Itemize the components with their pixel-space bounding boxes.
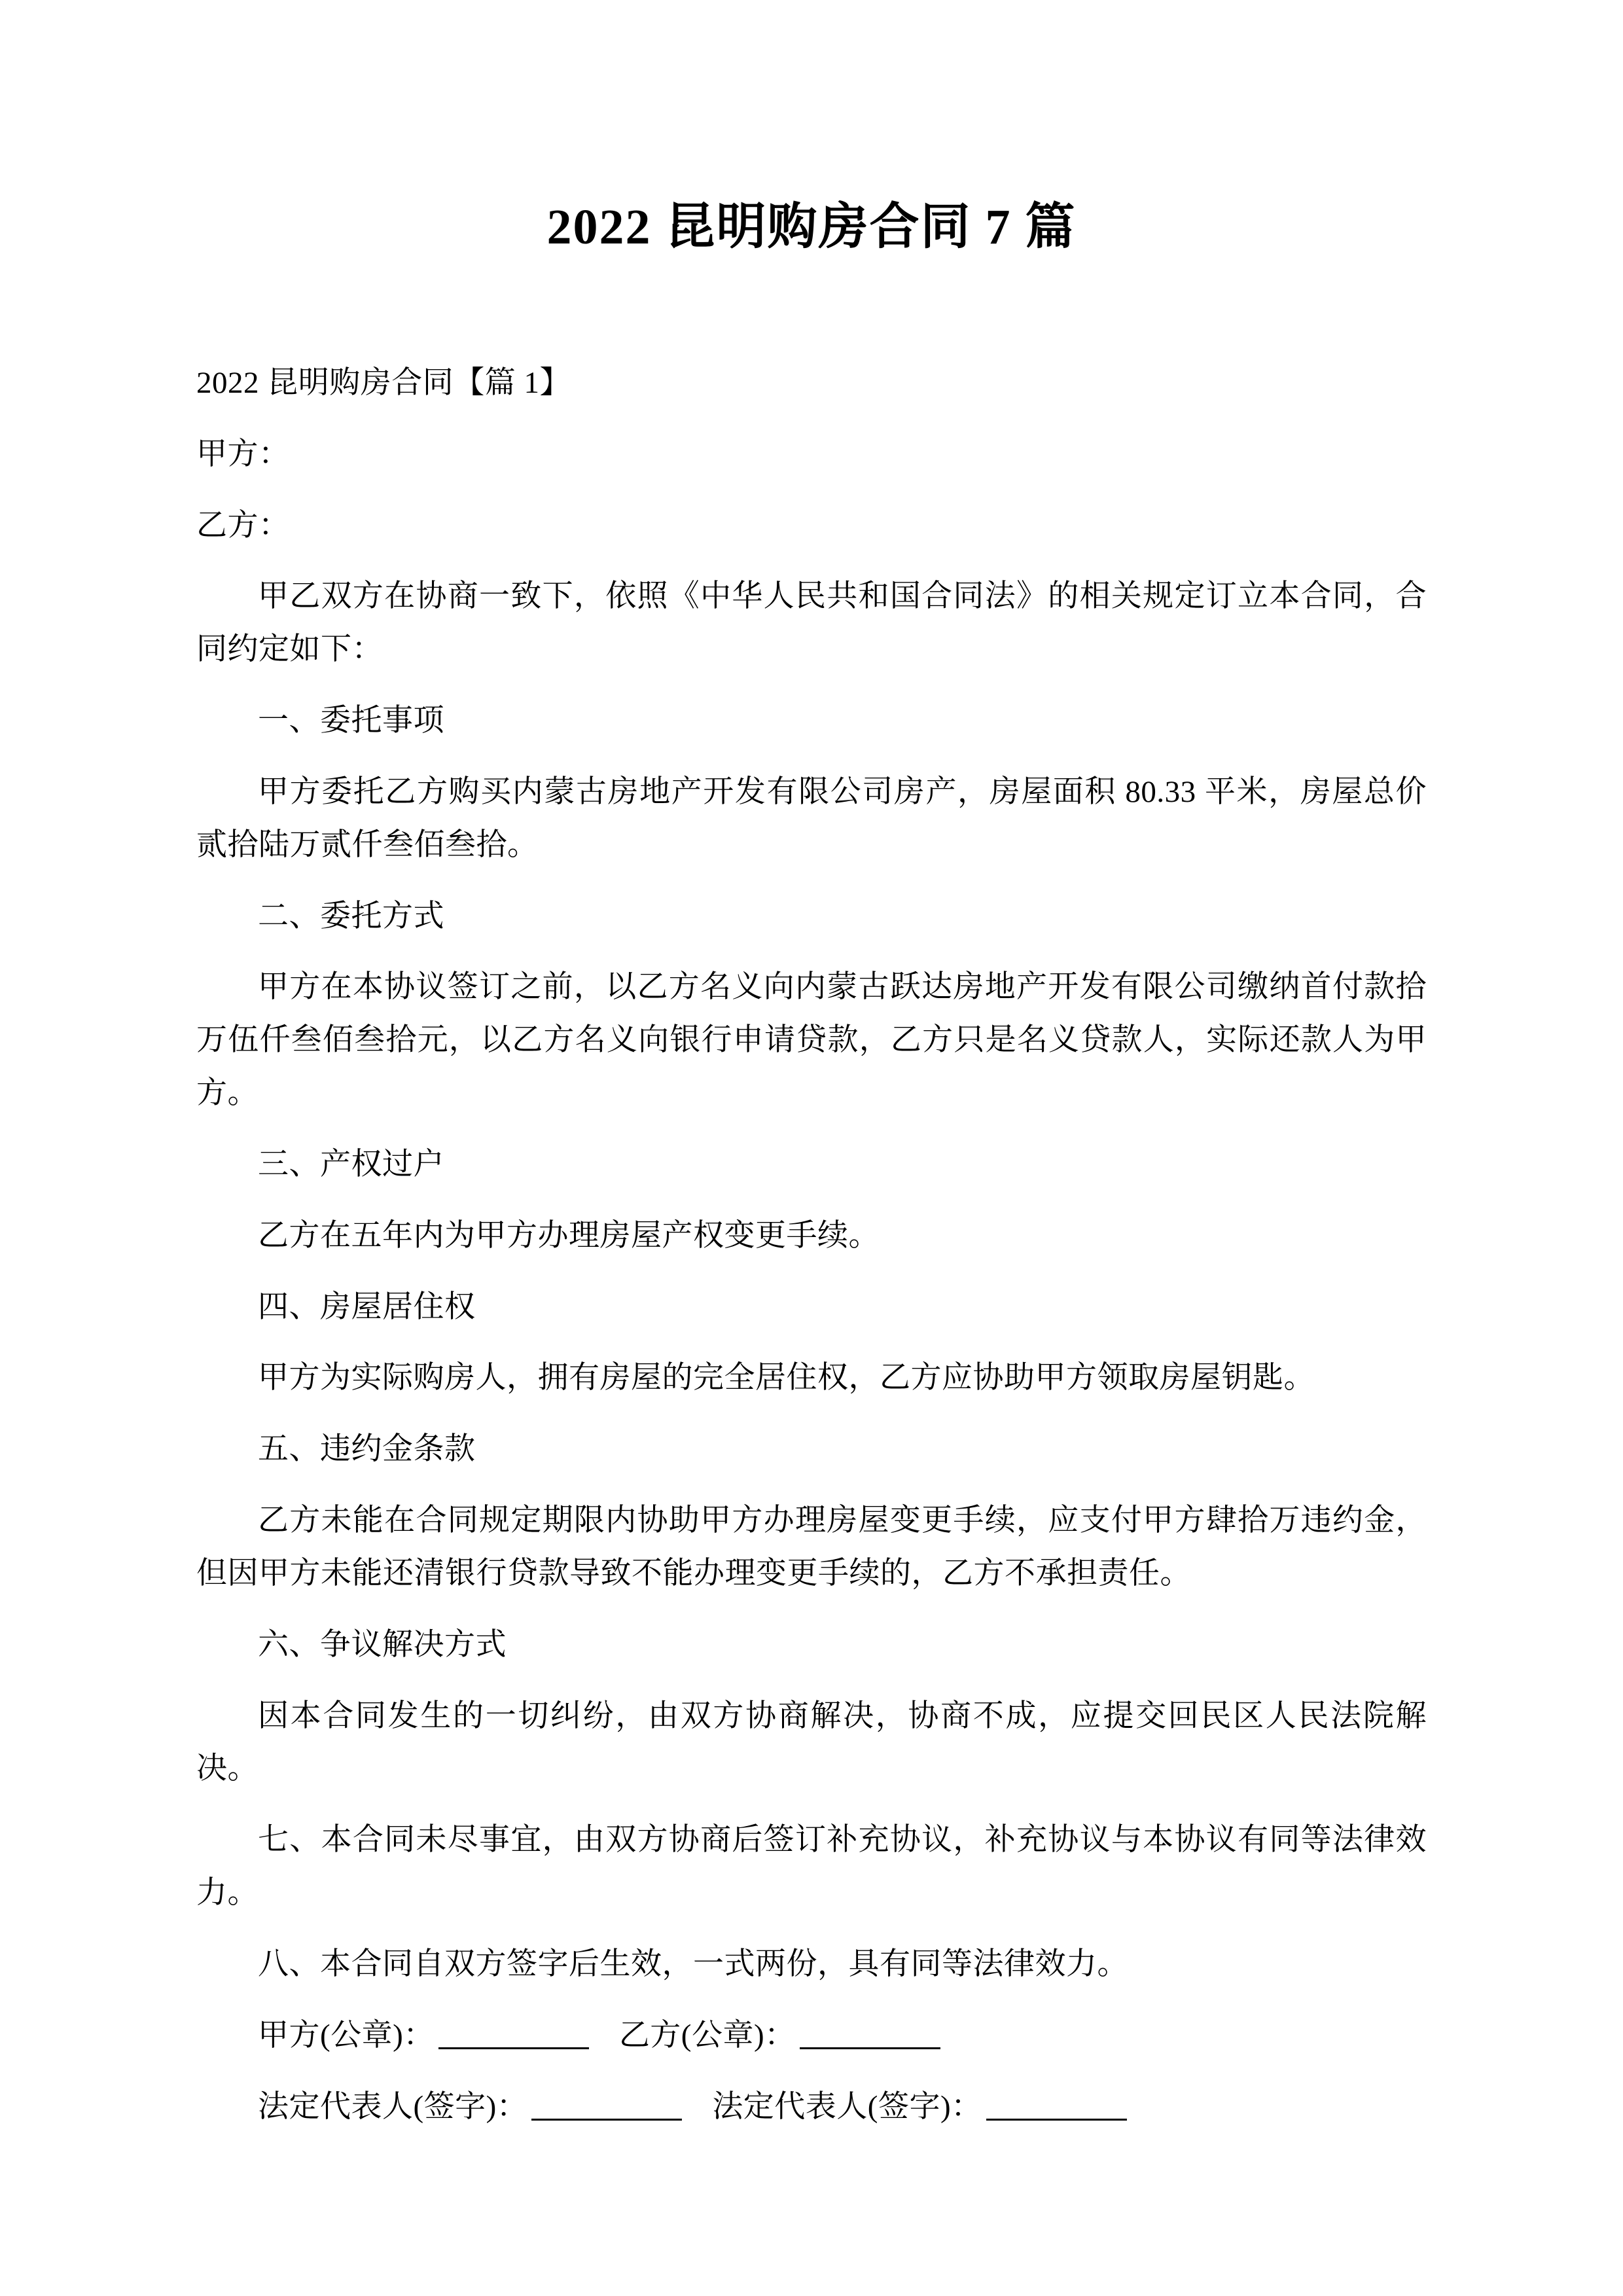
page-title: 2022 昆明购房合同 7 篇 [546,200,1077,255]
paragraph-section-3-body: 乙方在五年内为甲方办理房屋产权变更手续。 [258,1218,880,1253]
signature-blank-party-b-legal-rep[interactable] [986,2119,1127,2121]
document-body [0,357,1623,2133]
paragraph-section-1-heading: 一、委托事项 [258,704,444,738]
signature-row-seal [196,2009,1427,2062]
signature-blank-party-a-seal[interactable] [438,2047,589,2049]
signature-blank-party-a-legal-rep[interactable] [531,2119,682,2121]
paragraph-heading-piece-1: 2022 昆明购房合同【篇 1】 [196,366,571,400]
paragraph-section-1-body: 甲方委托乙方购买内蒙古房地产开发有限公司房产，房屋面积 80.33 平米，房屋总价贰拾陆万贰仟叁佰叁拾。 [196,774,1427,862]
signature-label-party-b-seal: 乙方(公章)： [618,2018,796,2053]
signature-row-legal-rep [196,2081,1427,2134]
paragraph-section-2-body: 甲方在本协议签订之前，以乙方名义向内蒙古跃达房地产开发有限公司缴纳首付款拾万伍仟叁佰叁拾元，以乙方名义向银行申请贷款，乙方只是名义贷款人，实际还款人为甲方。 [196,970,1427,1111]
paragraph-section-6-heading: 六、争议解决方式 [258,1627,507,1662]
signature-label-party-b-legal-rep: 法定代表人(签字)： [712,2089,982,2124]
paragraph-section-6-body: 因本合同发生的一切纠纷，由双方协商解决，协商不成，应提交回民区人民法院解决。 [196,1698,1427,1786]
paragraph-section-8: 八、本合同自双方签字后生效，一式两份，具有同等法律效力。 [258,1946,1128,1981]
paragraph-section-3-heading: 三、产权过户 [258,1147,444,1181]
paragraph-party-b: 乙方： [196,508,290,543]
signature-label-party-a-seal: 甲方(公章)： [258,2018,435,2053]
paragraph-section-5-heading: 五、违约金条款 [258,1432,476,1467]
paragraph-section-5-body: 乙方未能在合同规定期限内协助甲方办理房屋变更手续，应支付甲方肆拾万违约金，但因甲方未能还清银行贷款导致不能办理变更手续的，乙方不承担责任。 [196,1503,1427,1590]
signature-label-party-a-legal-rep: 法定代表人(签字)： [258,2089,528,2124]
paragraph-section-2-heading: 二、委托方式 [258,899,444,933]
paragraph-party-a: 甲方： [196,437,290,471]
signature-blank-party-b-seal[interactable] [800,2047,940,2049]
paragraph-preamble: 甲乙双方在协商一致下，依照《中华人民共和国合同法》的相关规定订立本合同，合同约定如下： [196,579,1427,667]
paragraph-section-4-heading: 四、房屋居住权 [258,1289,476,1324]
paragraph-section-7: 七、本合同未尽事宜，由双方协商后签订补充协议，补充协议与本协议有同等法律效力。 [196,1823,1427,1910]
paragraph-section-4-body: 甲方为实际购房人，拥有房屋的完全居住权，乙方应协助甲方领取房屋钥匙。 [258,1361,1315,1395]
